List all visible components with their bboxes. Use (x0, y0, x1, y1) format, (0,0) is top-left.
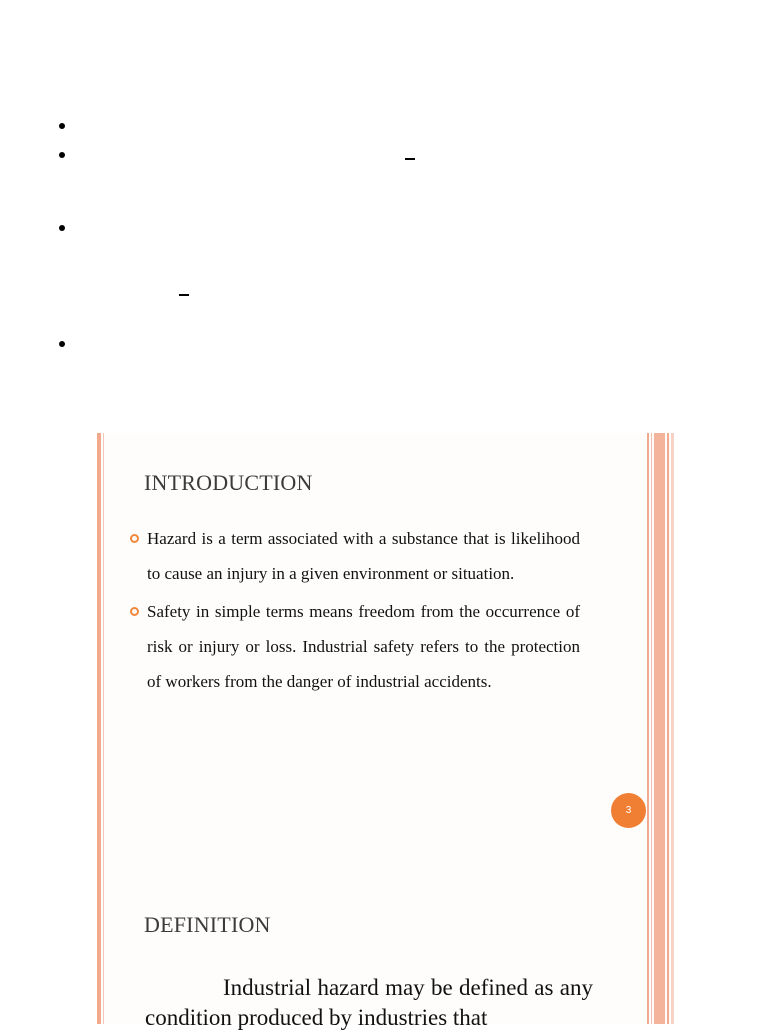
slide-page (97, 433, 674, 1030)
definition-heading: DEFINITION (144, 912, 271, 937)
introduction-heading: INTRODUCTION (144, 470, 313, 495)
orange-ring-bullet-icon (130, 607, 139, 616)
orange-ring-bullet-icon (130, 534, 139, 543)
bullet-dot-icon (59, 341, 65, 347)
list-item (130, 521, 580, 591)
bullet-dot-icon (59, 225, 65, 231)
empty-bullet-list (0, 0, 768, 420)
list-item (130, 594, 580, 699)
bullet-text: Hazard is a term associated with a substance that is likelihood to cause an injury in a given environment or situation. (147, 529, 580, 583)
left-border-thin-rule (103, 433, 104, 1024)
definition-text: Industrial hazard may be defined as any condition produced by industries that (145, 975, 593, 1030)
dash-mark (179, 294, 189, 296)
right-border-band (647, 433, 674, 1024)
bullet-dot-icon (59, 123, 65, 129)
dash-mark (405, 158, 415, 160)
bullet-text: Safety in simple terms means freedom from the occurrence of risk or injury or loss. Industrial safety refers to the protection of workers from the danger of industrial accidents. (147, 602, 580, 691)
left-border-rule (97, 433, 101, 1024)
introduction-bullets (130, 521, 580, 699)
bullet-dot-icon (59, 152, 65, 158)
page-number-badge: 3 (611, 793, 646, 828)
